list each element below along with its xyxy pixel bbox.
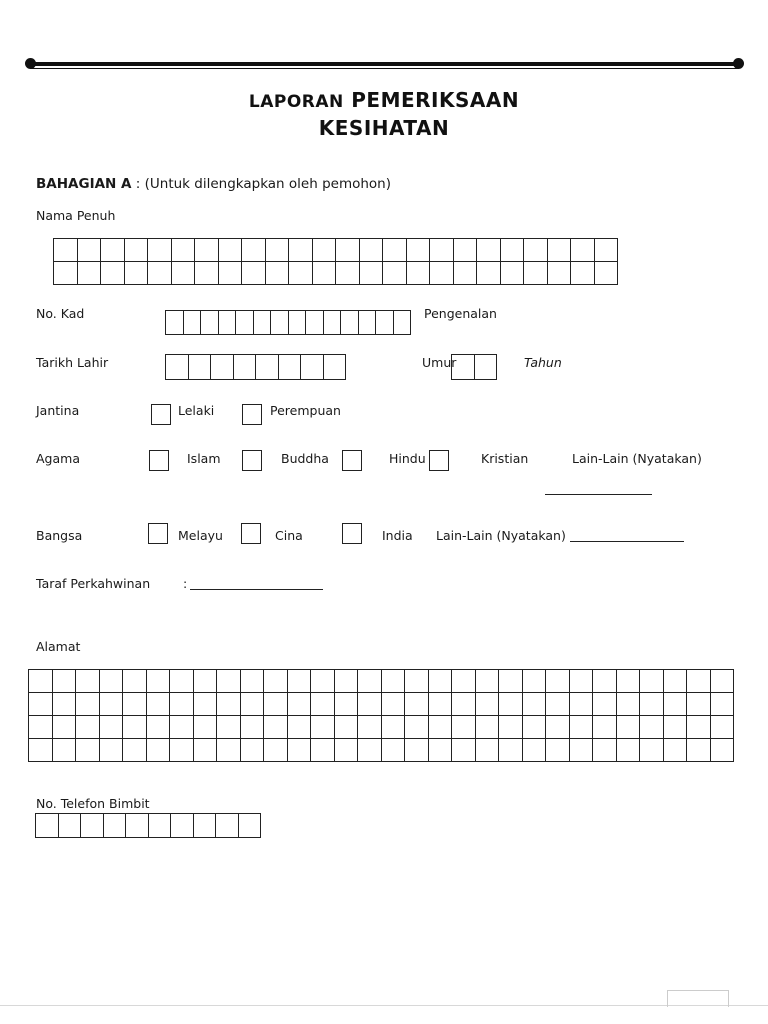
char-box[interactable] xyxy=(710,739,734,762)
nama-penuh-grid[interactable] xyxy=(53,238,618,285)
char-box[interactable] xyxy=(193,814,216,838)
char-box[interactable] xyxy=(81,814,104,838)
char-box[interactable] xyxy=(358,311,376,335)
char-box[interactable] xyxy=(522,670,546,693)
char-box[interactable] xyxy=(123,670,147,693)
char-box[interactable] xyxy=(146,716,170,739)
char-box[interactable] xyxy=(475,693,499,716)
char-box[interactable] xyxy=(148,239,172,262)
char-box[interactable] xyxy=(288,311,306,335)
char-box[interactable] xyxy=(500,239,524,262)
char-box[interactable] xyxy=(217,716,241,739)
page-bottom-rule xyxy=(0,1005,768,1006)
char-box[interactable] xyxy=(99,716,123,739)
char-box[interactable] xyxy=(452,716,476,739)
char-box[interactable] xyxy=(341,311,359,335)
char-box[interactable] xyxy=(547,262,571,285)
char-box[interactable] xyxy=(76,716,100,739)
char-box[interactable] xyxy=(306,311,324,335)
char-box[interactable] xyxy=(264,739,288,762)
char-box[interactable] xyxy=(477,239,501,262)
umur-label: Umur xyxy=(422,355,457,370)
char-box[interactable] xyxy=(524,262,548,285)
char-box[interactable] xyxy=(569,693,593,716)
page-title-line2: KESIHATAN xyxy=(318,116,450,140)
char-box[interactable] xyxy=(312,239,336,262)
char-box[interactable] xyxy=(146,670,170,693)
char-box[interactable] xyxy=(334,739,358,762)
char-box[interactable] xyxy=(233,355,256,380)
char-box[interactable] xyxy=(124,262,148,285)
agama-lain-input[interactable] xyxy=(545,494,652,495)
bangsa-lain-label: Lain-Lain (Nyatakan) xyxy=(436,528,566,543)
tarikh-lahir-label: Tarikh Lahir xyxy=(36,355,109,370)
char-box[interactable] xyxy=(594,239,618,262)
char-box[interactable] xyxy=(240,716,264,739)
char-box[interactable] xyxy=(616,670,640,693)
page-footer-tab xyxy=(667,990,729,1007)
char-box[interactable] xyxy=(242,239,266,262)
nama-penuh-label: Nama Penuh xyxy=(36,208,116,223)
char-box[interactable] xyxy=(29,739,53,762)
char-box[interactable] xyxy=(376,311,394,335)
char-box[interactable] xyxy=(687,693,711,716)
char-box[interactable] xyxy=(323,355,346,380)
char-box[interactable] xyxy=(170,670,194,693)
char-box[interactable] xyxy=(569,670,593,693)
char-box[interactable] xyxy=(475,670,499,693)
char-box[interactable] xyxy=(103,814,126,838)
char-box[interactable] xyxy=(256,355,279,380)
char-box[interactable] xyxy=(499,670,523,693)
char-box[interactable] xyxy=(546,716,570,739)
section-a-sublabel: : (Untuk dilengkapkan oleh pemohon) xyxy=(135,176,391,192)
char-box[interactable] xyxy=(54,262,78,285)
char-box[interactable] xyxy=(166,355,189,380)
char-box[interactable] xyxy=(405,716,429,739)
char-box[interactable] xyxy=(311,739,335,762)
lelaki-checkbox[interactable] xyxy=(151,404,171,425)
char-box[interactable] xyxy=(312,262,336,285)
bangsa-lain-input[interactable] xyxy=(570,541,684,542)
char-box[interactable] xyxy=(593,739,617,762)
char-box[interactable] xyxy=(301,355,324,380)
char-box[interactable] xyxy=(547,239,571,262)
char-box[interactable] xyxy=(311,670,335,693)
char-box[interactable] xyxy=(522,739,546,762)
char-box[interactable] xyxy=(569,739,593,762)
char-box[interactable] xyxy=(663,670,687,693)
char-box[interactable] xyxy=(264,716,288,739)
char-box[interactable] xyxy=(474,355,497,380)
header-rule xyxy=(30,62,739,66)
char-box[interactable] xyxy=(334,693,358,716)
char-box[interactable] xyxy=(546,693,570,716)
perempuan-checkbox[interactable] xyxy=(242,404,262,425)
char-box[interactable] xyxy=(76,693,100,716)
char-box[interactable] xyxy=(475,739,499,762)
char-box[interactable] xyxy=(148,814,171,838)
char-box[interactable] xyxy=(99,739,123,762)
char-box[interactable] xyxy=(452,670,476,693)
char-box[interactable] xyxy=(101,239,125,262)
pengenalan-label: Pengenalan xyxy=(424,306,497,321)
char-box[interactable] xyxy=(358,716,382,739)
char-box[interactable] xyxy=(52,739,76,762)
agama-label: Agama xyxy=(36,451,80,466)
char-box[interactable] xyxy=(594,262,618,285)
char-box[interactable] xyxy=(571,262,595,285)
lelaki-label: Lelaki xyxy=(178,403,215,418)
char-box[interactable] xyxy=(475,716,499,739)
melayu-label: Melayu xyxy=(178,528,223,543)
char-box[interactable] xyxy=(146,739,170,762)
char-box[interactable] xyxy=(381,716,405,739)
char-box[interactable] xyxy=(77,262,101,285)
char-box[interactable] xyxy=(428,716,452,739)
char-box[interactable] xyxy=(311,693,335,716)
char-box[interactable] xyxy=(405,739,429,762)
char-box[interactable] xyxy=(76,739,100,762)
kristian-checkbox[interactable] xyxy=(429,450,449,471)
perempuan-label: Perempuan xyxy=(270,403,341,418)
char-box[interactable] xyxy=(29,693,53,716)
alamat-grid[interactable] xyxy=(28,669,734,762)
char-box[interactable] xyxy=(264,670,288,693)
tarikh-lahir-grid[interactable] xyxy=(165,354,346,380)
char-box[interactable] xyxy=(405,693,429,716)
char-box[interactable] xyxy=(334,716,358,739)
char-box[interactable] xyxy=(640,739,664,762)
section-a-label: BAHAGIAN A xyxy=(36,176,132,192)
title-word-laporan: LAPORAN xyxy=(248,92,344,112)
india-label: India xyxy=(382,528,413,543)
alamat-label: Alamat xyxy=(36,639,81,654)
char-box[interactable] xyxy=(123,739,147,762)
tahun-label: Tahun xyxy=(524,355,562,370)
char-box[interactable] xyxy=(546,739,570,762)
rule-dot-left xyxy=(25,58,36,69)
char-box[interactable] xyxy=(289,239,313,262)
char-box[interactable] xyxy=(358,693,382,716)
char-box[interactable] xyxy=(58,814,81,838)
char-box[interactable] xyxy=(242,262,266,285)
char-box[interactable] xyxy=(183,311,201,335)
char-box[interactable] xyxy=(264,693,288,716)
char-box[interactable] xyxy=(240,670,264,693)
char-box[interactable] xyxy=(499,739,523,762)
char-box[interactable] xyxy=(430,239,454,262)
char-box[interactable] xyxy=(123,716,147,739)
char-box[interactable] xyxy=(218,262,242,285)
char-box[interactable] xyxy=(240,693,264,716)
char-box[interactable] xyxy=(452,693,476,716)
char-box[interactable] xyxy=(29,716,53,739)
char-box[interactable] xyxy=(77,239,101,262)
cina-label: Cina xyxy=(275,528,303,543)
char-box[interactable] xyxy=(76,670,100,693)
char-box[interactable] xyxy=(428,670,452,693)
char-box[interactable] xyxy=(171,239,195,262)
char-box[interactable] xyxy=(383,239,407,262)
char-box[interactable] xyxy=(406,239,430,262)
char-box[interactable] xyxy=(265,239,289,262)
header-rule-thin xyxy=(30,68,739,69)
char-box[interactable] xyxy=(710,716,734,739)
char-box[interactable] xyxy=(171,814,194,838)
char-box[interactable] xyxy=(428,739,452,762)
char-box[interactable] xyxy=(640,716,664,739)
char-box[interactable] xyxy=(452,355,475,380)
char-box[interactable] xyxy=(546,670,570,693)
char-box[interactable] xyxy=(500,262,524,285)
taraf-perkahwinan-input[interactable] xyxy=(190,589,323,590)
char-box[interactable] xyxy=(640,670,664,693)
char-box[interactable] xyxy=(148,262,172,285)
char-box[interactable] xyxy=(217,693,241,716)
char-box[interactable] xyxy=(571,239,595,262)
taraf-perkahwinan-label: Taraf Perkahwinan xyxy=(36,576,151,591)
char-box[interactable] xyxy=(218,239,242,262)
char-box[interactable] xyxy=(236,311,254,335)
bangsa-label: Bangsa xyxy=(36,528,83,543)
char-box[interactable] xyxy=(193,739,217,762)
char-box[interactable] xyxy=(99,693,123,716)
char-box[interactable] xyxy=(687,739,711,762)
char-box[interactable] xyxy=(166,311,184,335)
char-box[interactable] xyxy=(663,739,687,762)
char-box[interactable] xyxy=(359,239,383,262)
char-box[interactable] xyxy=(593,670,617,693)
hindu-checkbox[interactable] xyxy=(342,450,362,471)
char-box[interactable] xyxy=(289,262,313,285)
islam-checkbox[interactable] xyxy=(149,450,169,471)
char-box[interactable] xyxy=(452,739,476,762)
char-box[interactable] xyxy=(99,670,123,693)
char-box[interactable] xyxy=(193,670,217,693)
char-box[interactable] xyxy=(287,693,311,716)
char-box[interactable] xyxy=(287,739,311,762)
char-box[interactable] xyxy=(663,693,687,716)
char-box[interactable] xyxy=(499,716,523,739)
no-telefon-label: No. Telefon Bimbit xyxy=(36,796,150,811)
char-box[interactable] xyxy=(311,716,335,739)
char-box[interactable] xyxy=(171,262,195,285)
char-box[interactable] xyxy=(278,355,301,380)
char-box[interactable] xyxy=(359,262,383,285)
no-kad-grid[interactable] xyxy=(165,310,411,335)
char-box[interactable] xyxy=(383,262,407,285)
char-box[interactable] xyxy=(710,670,734,693)
char-box[interactable] xyxy=(29,670,53,693)
char-box[interactable] xyxy=(334,670,358,693)
no-telefon-grid[interactable] xyxy=(35,813,261,838)
char-box[interactable] xyxy=(124,239,148,262)
buddha-label: Buddha xyxy=(281,451,329,466)
rule-dot-right xyxy=(733,58,744,69)
melayu-checkbox[interactable] xyxy=(148,523,168,544)
agama-lain-label: Lain-Lain (Nyatakan) xyxy=(572,451,702,466)
char-box[interactable] xyxy=(381,739,405,762)
char-box[interactable] xyxy=(358,739,382,762)
char-box[interactable] xyxy=(271,311,289,335)
cina-checkbox[interactable] xyxy=(241,523,261,544)
char-box[interactable] xyxy=(593,693,617,716)
char-box[interactable] xyxy=(240,739,264,762)
char-box[interactable] xyxy=(524,239,548,262)
char-box[interactable] xyxy=(52,670,76,693)
char-box[interactable] xyxy=(54,239,78,262)
char-box[interactable] xyxy=(217,739,241,762)
char-box[interactable] xyxy=(170,739,194,762)
kristian-label: Kristian xyxy=(481,451,529,466)
char-box[interactable] xyxy=(405,670,429,693)
char-box[interactable] xyxy=(453,239,477,262)
char-box[interactable] xyxy=(453,262,477,285)
char-box[interactable] xyxy=(616,693,640,716)
char-box[interactable] xyxy=(265,262,289,285)
india-checkbox[interactable] xyxy=(342,523,362,544)
char-box[interactable] xyxy=(101,262,125,285)
char-box[interactable] xyxy=(287,670,311,693)
char-box[interactable] xyxy=(195,239,219,262)
char-box[interactable] xyxy=(381,693,405,716)
buddha-checkbox[interactable] xyxy=(242,450,262,471)
char-box[interactable] xyxy=(188,355,211,380)
char-box[interactable] xyxy=(336,262,360,285)
char-box[interactable] xyxy=(193,693,217,716)
char-box[interactable] xyxy=(616,716,640,739)
islam-label: Islam xyxy=(187,451,221,466)
char-box[interactable] xyxy=(211,355,234,380)
char-box[interactable] xyxy=(195,262,219,285)
no-kad-label: No. Kad xyxy=(36,306,85,321)
char-box[interactable] xyxy=(640,693,664,716)
char-box[interactable] xyxy=(253,311,271,335)
char-box[interactable] xyxy=(126,814,149,838)
char-box[interactable] xyxy=(522,693,546,716)
taraf-colon: : xyxy=(183,576,188,591)
char-box[interactable] xyxy=(201,311,219,335)
char-box[interactable] xyxy=(393,311,411,335)
char-box[interactable] xyxy=(616,739,640,762)
char-box[interactable] xyxy=(430,262,454,285)
char-box[interactable] xyxy=(216,814,239,838)
char-box[interactable] xyxy=(146,693,170,716)
char-box[interactable] xyxy=(170,693,194,716)
char-box[interactable] xyxy=(406,262,430,285)
char-box[interactable] xyxy=(428,693,452,716)
char-box[interactable] xyxy=(499,693,523,716)
char-box[interactable] xyxy=(323,311,341,335)
char-box[interactable] xyxy=(193,716,217,739)
char-box[interactable] xyxy=(336,239,360,262)
char-box[interactable] xyxy=(477,262,501,285)
page-title xyxy=(0,88,768,112)
hindu-label: Hindu xyxy=(389,451,426,466)
char-box[interactable] xyxy=(710,693,734,716)
char-box[interactable] xyxy=(52,693,76,716)
char-box[interactable] xyxy=(593,716,617,739)
char-box[interactable] xyxy=(52,716,76,739)
char-box[interactable] xyxy=(36,814,59,838)
char-box[interactable] xyxy=(358,670,382,693)
char-box[interactable] xyxy=(687,670,711,693)
section-a-heading xyxy=(36,176,391,192)
char-box[interactable] xyxy=(687,716,711,739)
title-word-pemeriksaan: PEMERIKSAAN xyxy=(351,88,520,112)
char-box[interactable] xyxy=(170,716,194,739)
char-box[interactable] xyxy=(218,311,236,335)
char-box[interactable] xyxy=(381,670,405,693)
umur-grid[interactable] xyxy=(451,354,497,380)
char-box[interactable] xyxy=(287,716,311,739)
char-box[interactable] xyxy=(238,814,261,838)
char-box[interactable] xyxy=(217,670,241,693)
jantina-label: Jantina xyxy=(36,403,80,418)
char-box[interactable] xyxy=(123,693,147,716)
char-box[interactable] xyxy=(569,716,593,739)
char-box[interactable] xyxy=(522,716,546,739)
char-box[interactable] xyxy=(663,716,687,739)
